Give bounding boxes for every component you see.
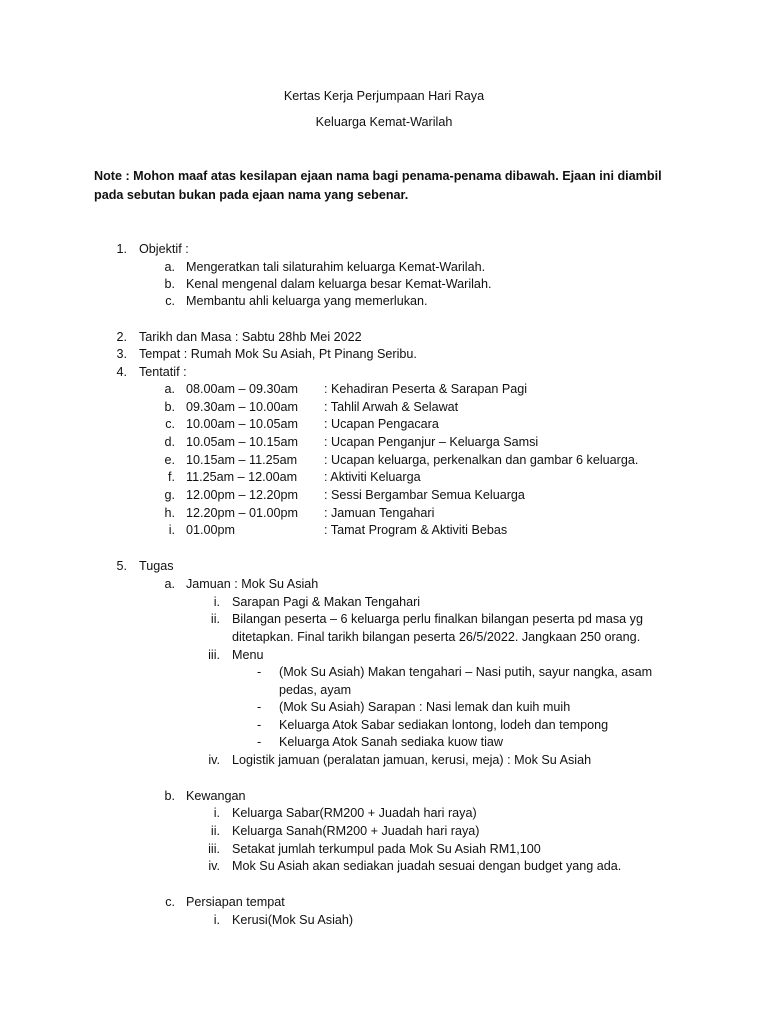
section-1-label: Objektif :	[139, 242, 189, 256]
section-3-number: 3.	[116, 347, 127, 361]
list-item: Mok Su Asiah akan sediakan juadah sesuai dengan budget yang ada.	[232, 859, 622, 873]
subsection-marker: c.	[165, 895, 175, 909]
schedule-time: 11.25am – 12.00am	[186, 470, 298, 484]
subsection-b-label: Kewangan	[186, 789, 246, 803]
menu-item: (Mok Su Asiah) Makan tengahari – Nasi putih, sayur nangka, asam	[279, 665, 653, 679]
schedule-time: 08.00am – 09.30am	[186, 382, 299, 396]
subsection-marker: b.	[164, 789, 175, 803]
schedule-desc: : Sessi Bergambar Semua Keluarga	[324, 488, 525, 502]
schedule-desc: : Kehadiran Peserta & Sarapan Pagi	[324, 382, 528, 396]
menu-item: Keluarga Atok Sabar sediakan lontong, lodeh dan tempong	[279, 718, 609, 732]
list-item: Kenal mengenal dalam keluarga besar Kemat-Warilah.	[186, 277, 492, 291]
list-item: Membantu ahli keluarga yang memerlukan.	[186, 294, 428, 308]
roman-marker: ii.	[210, 824, 220, 838]
schedule-desc: : Jamuan Tengahari	[324, 506, 435, 520]
roman-marker: ii.	[210, 612, 220, 626]
schedule-desc: : Aktiviti Keluarga	[324, 470, 421, 484]
document-subtitle: Keluarga Kemat-Warilah	[315, 115, 453, 129]
section-5-number: 5.	[116, 559, 127, 573]
subsection-c-label: Persiapan tempat	[186, 895, 285, 909]
schedule-marker: g.	[164, 488, 175, 502]
schedule-marker: h.	[164, 506, 175, 520]
section-3-text: Tempat : Rumah Mok Su Asiah, Pt Pinang Seribu.	[139, 347, 417, 361]
schedule-time: 09.30am – 10.00am	[186, 400, 299, 414]
document-title: Kertas Kerja Perjumpaan Hari Raya	[283, 89, 485, 103]
schedule-marker: b.	[164, 400, 175, 414]
schedule-marker: c.	[165, 417, 175, 431]
dash-bullet: -	[257, 735, 262, 749]
section-4-label: Tentatif :	[139, 365, 187, 379]
subsection-marker: a.	[164, 577, 175, 591]
menu-item-continued: pedas, ayam	[279, 683, 352, 697]
list-marker: b.	[164, 277, 175, 291]
schedule-time: 12.00pm – 12.20pm	[186, 488, 299, 502]
list-item: Kerusi(Mok Su Asiah)	[232, 913, 354, 927]
roman-marker: i.	[213, 595, 220, 609]
schedule-time: 12.20pm – 01.00pm	[186, 506, 299, 520]
roman-marker: iv.	[208, 753, 220, 767]
menu-item: Keluarga Atok Sanah sediaka kuow tiaw	[279, 735, 504, 749]
schedule-time: 10.15am – 11.25am	[186, 453, 298, 467]
list-marker: c.	[165, 294, 175, 308]
roman-marker: i.	[213, 806, 220, 820]
list-item: Sarapan Pagi & Makan Tengahari	[232, 595, 421, 609]
schedule-desc: : Ucapan Penganjur – Keluarga Samsi	[324, 435, 539, 449]
roman-marker: iii.	[208, 842, 220, 856]
note-line-2: pada sebutan bukan pada ejaan nama yang sebenar.	[94, 188, 409, 202]
schedule-marker: f.	[168, 470, 175, 484]
schedule-desc: : Tahlil Arwah & Selawat	[324, 400, 459, 414]
schedule-marker: d.	[164, 435, 175, 449]
schedule-time: 10.05am – 10.15am	[186, 435, 299, 449]
note-line-1: Note : Mohon maaf atas kesilapan ejaan nama bagi penama-penama dibawah. Ejaan ini diambil	[94, 169, 662, 183]
schedule-marker: i.	[168, 523, 175, 537]
roman-marker: i.	[213, 913, 220, 927]
dash-bullet: -	[257, 700, 262, 714]
menu-item: (Mok Su Asiah) Sarapan : Nasi lemak dan kuih muih	[279, 700, 571, 714]
schedule-time: 10.00am – 10.05am	[186, 417, 299, 431]
list-item: Bilangan peserta – 6 keluarga perlu finalkan bilangan peserta pd masa yg	[232, 612, 643, 626]
schedule-marker: e.	[164, 453, 175, 467]
schedule-desc: : Tamat Program & Aktiviti Bebas	[324, 523, 508, 537]
list-item: Menu	[232, 648, 264, 662]
section-2-text: Tarikh dan Masa : Sabtu 28hb Mei 2022	[139, 330, 362, 344]
list-item: Setakat jumlah terkumpul pada Mok Su Asiah RM1,100	[232, 842, 541, 856]
list-item: Mengeratkan tali silaturahim keluarga Kemat-Warilah.	[186, 260, 486, 274]
section-4-number: 4.	[116, 365, 127, 379]
section-2-number: 2.	[116, 330, 127, 344]
dash-bullet: -	[257, 665, 262, 679]
dash-bullet: -	[257, 718, 262, 732]
list-marker: a.	[164, 260, 175, 274]
schedule-time: 01.00pm	[186, 523, 236, 537]
subsection-a-label: Jamuan : Mok Su Asiah	[186, 577, 319, 591]
section-5-label: Tugas	[139, 559, 174, 573]
schedule-desc: : Ucapan Pengacara	[324, 417, 439, 431]
list-item: Logistik jamuan (peralatan jamuan, kerusi, meja) : Mok Su Asiah	[232, 753, 592, 767]
roman-marker: iii.	[208, 648, 220, 662]
list-item: Keluarga Sabar(RM200 + Juadah hari raya)	[232, 806, 477, 820]
section-1-number: 1.	[116, 242, 127, 256]
schedule-desc: : Ucapan keluarga, perkenalkan dan gambar 6 keluarga.	[324, 453, 639, 467]
list-item: Keluarga Sanah(RM200 + Juadah hari raya)	[232, 824, 480, 838]
roman-marker: iv.	[208, 859, 220, 873]
list-item-continued: ditetapkan. Final tarikh bilangan peserta 26/5/2022. Jangkaan 250 orang.	[232, 630, 641, 644]
schedule-marker: a.	[164, 382, 175, 396]
